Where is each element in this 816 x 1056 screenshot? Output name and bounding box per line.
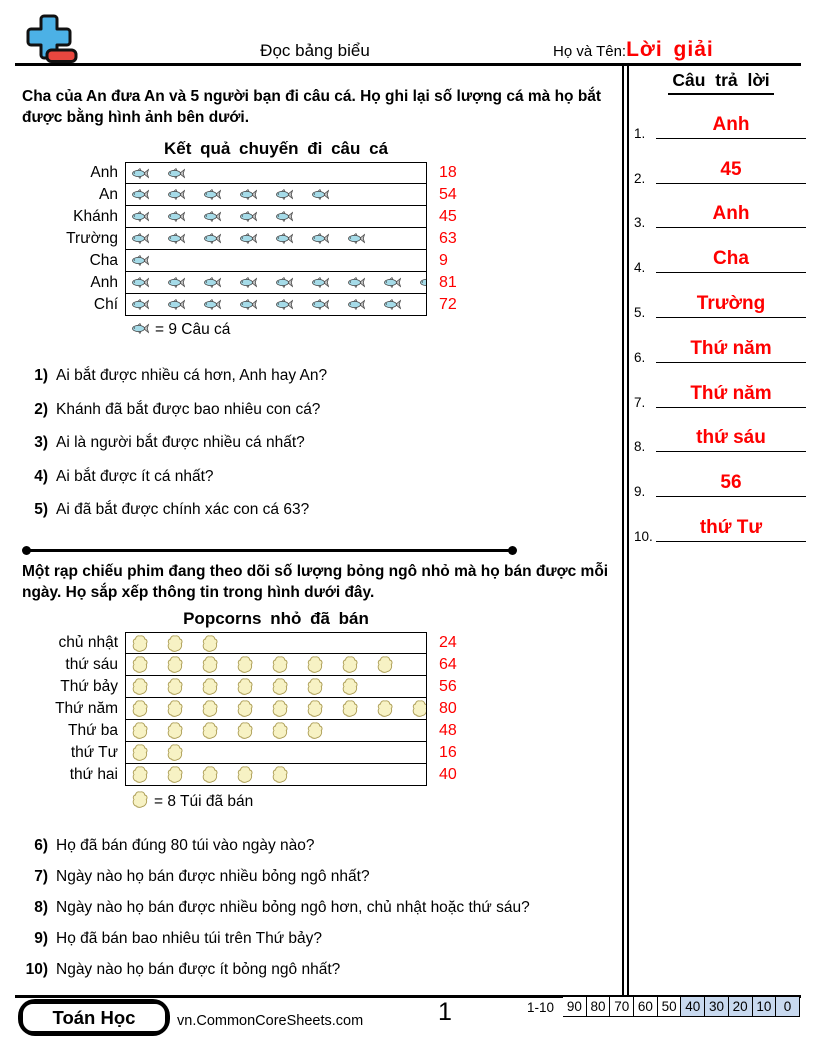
question-number: 6) xyxy=(34,837,48,854)
section-divider xyxy=(26,549,513,552)
answer-blank-line xyxy=(656,138,806,139)
popcorn-icon xyxy=(237,678,253,695)
score-cell: 70 xyxy=(610,996,634,1017)
page-number: 1 xyxy=(438,998,452,1026)
chart-row-bar xyxy=(125,698,427,720)
popcorn-icon xyxy=(132,635,148,652)
fish-icon xyxy=(240,299,257,310)
fish-icon xyxy=(132,211,149,222)
score-cell: 20 xyxy=(729,996,753,1017)
question-item xyxy=(22,366,617,385)
fish-icon xyxy=(204,211,221,222)
question-number: 1) xyxy=(34,367,48,384)
popcorn-icon xyxy=(272,766,288,783)
answer-blank-line xyxy=(656,362,806,363)
chart-row-label: Anh xyxy=(90,274,118,291)
fish-icon xyxy=(168,168,185,179)
question-number: 9) xyxy=(34,930,48,947)
chart-row-value: 63 xyxy=(439,230,457,247)
popcorn-icon xyxy=(202,766,218,783)
question-item xyxy=(22,836,617,855)
chart-row-value: 48 xyxy=(439,722,457,739)
sidebar-divider xyxy=(622,63,629,996)
chart-row-value: 18 xyxy=(439,164,457,181)
fish-icon xyxy=(132,255,149,266)
popcorn-icon xyxy=(342,700,358,717)
score-grid xyxy=(563,996,800,1017)
chart-row xyxy=(22,294,612,316)
popcorn-icon xyxy=(132,656,148,673)
fish-icon xyxy=(168,277,185,288)
popcorn-icon xyxy=(307,656,323,673)
answer-value: Trường xyxy=(696,292,766,314)
chart-row xyxy=(22,742,612,764)
chart-row-label: An xyxy=(99,186,118,203)
popcorn-icon xyxy=(307,678,323,695)
chart-rows xyxy=(22,162,612,316)
question-item xyxy=(22,929,617,948)
score-cell: 40 xyxy=(681,996,705,1017)
popcorn-icon xyxy=(132,722,148,739)
answer-blank-line xyxy=(656,451,806,452)
answer-value: Cha xyxy=(713,248,749,270)
question-item xyxy=(22,867,617,886)
chart-row-bar xyxy=(125,654,427,676)
chart-row xyxy=(22,228,612,250)
subject-badge xyxy=(18,999,170,1036)
popcorn-pictograph xyxy=(22,609,612,813)
question-list-1 xyxy=(22,366,617,534)
fish-icon xyxy=(132,299,149,310)
chart-row-bar xyxy=(125,676,427,698)
section2-intro: Một rạp chiếu phim đang theo dõi số lượng bỏng ngô nhỏ mà họ bán được mỗi ngày. Họ sắp xếp thông tin trong hình dưới đây. xyxy=(22,563,609,601)
chart-row-label: Trường xyxy=(66,230,118,247)
popcorn-icon xyxy=(167,744,183,761)
answer-key-list xyxy=(630,102,810,550)
popcorn-icon xyxy=(237,656,253,673)
question-number: 10) xyxy=(25,961,48,978)
chart-row-bar xyxy=(125,764,427,786)
fish-icon xyxy=(132,189,149,200)
answer-value: Thứ năm xyxy=(690,337,772,359)
chart-row-value: 9 xyxy=(439,252,448,269)
fish-icon xyxy=(276,233,293,244)
fish-icon xyxy=(132,323,149,334)
popcorn-icon xyxy=(272,678,288,695)
fish-icon xyxy=(348,277,365,288)
question-number: 8) xyxy=(34,899,48,916)
answer-number: 2. xyxy=(634,170,646,186)
question-number: 3) xyxy=(34,434,48,451)
chart-row-label: Thứ bảy xyxy=(60,678,118,695)
chart-legend-text: = 8 Túi đã bán xyxy=(154,793,254,810)
answer-value: thứ Tư xyxy=(699,516,763,538)
answer-blank-line xyxy=(656,407,806,408)
answer-value: 56 xyxy=(720,472,742,494)
score-cell: 60 xyxy=(634,996,658,1017)
popcorn-icon xyxy=(342,678,358,695)
answer-item xyxy=(630,147,810,192)
answer-number: 7. xyxy=(634,394,646,410)
fish-icon xyxy=(312,233,329,244)
answer-blank-line xyxy=(656,541,806,542)
question-item xyxy=(22,960,617,979)
chart-row-label: Cha xyxy=(89,252,118,269)
chart-row xyxy=(22,698,612,720)
question-text: Ai bắt được nhiều cá hơn, Anh hay An? xyxy=(56,367,328,384)
answer-number: 5. xyxy=(634,304,646,320)
question-text: Họ đã bán bao nhiêu túi trên Thứ bảy? xyxy=(56,930,323,947)
popcorn-icon xyxy=(132,791,148,808)
chart-rows xyxy=(22,632,612,786)
popcorn-icon xyxy=(272,656,288,673)
score-range-label: 1-10 xyxy=(527,1000,555,1015)
score-cell: 0 xyxy=(776,996,800,1017)
chart-row-label: chủ nhật xyxy=(58,634,118,651)
chart-row-bar xyxy=(125,632,427,654)
question-number: 7) xyxy=(34,868,48,885)
popcorn-icon xyxy=(167,766,183,783)
answer-number: 3. xyxy=(634,215,646,231)
chart-row-value: 45 xyxy=(439,208,457,225)
question-number: 2) xyxy=(34,400,48,418)
answer-number: 9. xyxy=(634,484,646,500)
chart-row-value: 81 xyxy=(439,274,457,291)
answer-item xyxy=(630,102,810,147)
answer-value: Anh xyxy=(712,113,750,135)
fish-icon xyxy=(384,277,401,288)
answer-blank-line xyxy=(656,227,806,228)
chart-row-value: 72 xyxy=(439,296,457,313)
popcorn-icon xyxy=(167,656,183,673)
popcorn-icon xyxy=(167,678,183,695)
fish-icon xyxy=(132,233,149,244)
answer-number: 4. xyxy=(634,260,646,276)
answer-number: 8. xyxy=(634,439,646,455)
chart-row-label: Thứ ba xyxy=(67,722,118,739)
fish-icon xyxy=(384,299,401,310)
answer-key-title: Câu trả lời xyxy=(668,70,773,95)
chart-row-value: 54 xyxy=(439,186,457,203)
page-title: Đọc bảng biểu xyxy=(260,41,370,60)
chart-row-value: 40 xyxy=(439,766,457,783)
answer-number: 10. xyxy=(634,528,653,544)
section1-intro: Cha của An đưa An và 5 người bạn đi câu cá. Họ ghi lại số lượng cá mà họ bắt được bằng hình ảnh bên dưới. xyxy=(22,88,602,126)
popcorn-icon xyxy=(202,678,218,695)
popcorn-icon xyxy=(132,700,148,717)
answer-blank-line xyxy=(656,183,806,184)
chart-row-label: thứ hai xyxy=(69,766,118,783)
fish-icon xyxy=(240,233,257,244)
chart-row xyxy=(22,206,612,228)
score-cell: 10 xyxy=(753,996,777,1017)
question-item xyxy=(22,400,617,419)
chart-row-bar xyxy=(125,272,427,294)
chart-row-value: 64 xyxy=(439,656,457,673)
fish-icon xyxy=(168,233,185,244)
answer-item xyxy=(630,236,810,281)
fish-icon xyxy=(276,211,293,222)
answer-value: Thứ năm xyxy=(690,382,772,404)
popcorn-icon xyxy=(167,722,183,739)
answer-item xyxy=(630,505,810,550)
chart-row xyxy=(22,676,612,698)
answer-value: Anh xyxy=(712,203,750,225)
answer-blank-line xyxy=(656,496,806,497)
fish-icon xyxy=(240,277,257,288)
chart-row-label: Thứ năm xyxy=(55,700,118,717)
answer-value: 45 xyxy=(720,158,742,180)
fish-icon xyxy=(276,277,293,288)
chart-row xyxy=(22,654,612,676)
answer-item xyxy=(630,192,810,237)
chart-row-label: thứ sáu xyxy=(65,656,118,673)
popcorn-icon xyxy=(167,635,183,652)
popcorn-icon xyxy=(272,700,288,717)
popcorn-icon xyxy=(132,744,148,761)
chart-row-bar xyxy=(125,294,427,316)
subject-badge-label: Toán Học xyxy=(21,1002,167,1033)
chart-title: Kết quả chuyến đi câu cá xyxy=(163,139,389,158)
fish-icon xyxy=(168,299,185,310)
fish-icon xyxy=(348,299,365,310)
chart-row xyxy=(22,162,612,184)
question-text: Khánh đã bắt được bao nhiêu con cá? xyxy=(56,400,321,418)
popcorn-icon xyxy=(272,722,288,739)
name-label: Họ và Tên: xyxy=(553,43,627,60)
fishing-pictograph xyxy=(22,139,612,339)
fish-icon xyxy=(312,299,329,310)
chart-row-bar xyxy=(125,184,427,206)
score-cell: 90 xyxy=(563,996,587,1017)
chart-row-value: 56 xyxy=(439,678,457,695)
fish-icon xyxy=(168,189,185,200)
fish-icon xyxy=(312,277,329,288)
chart-row-label: Anh xyxy=(90,164,118,181)
answer-number: 1. xyxy=(634,125,646,141)
answer-item xyxy=(630,371,810,416)
chart-legend-text: = 9 Câu cá xyxy=(155,321,231,338)
chart-row-value: 16 xyxy=(439,744,457,761)
question-list-2 xyxy=(22,836,617,991)
fish-icon xyxy=(420,277,427,288)
chart-row-bar xyxy=(125,250,427,272)
chart-row-label: Khánh xyxy=(73,208,118,225)
question-text: Ai đã bắt được chính xác con cá 63? xyxy=(56,501,310,518)
fish-icon xyxy=(204,277,221,288)
question-item xyxy=(22,467,617,486)
chart-row-label: thứ Tư xyxy=(70,744,118,761)
chart-row-bar xyxy=(125,206,427,228)
fish-icon xyxy=(204,233,221,244)
question-text: Ai bắt được ít cá nhất? xyxy=(56,467,214,485)
answer-number: 6. xyxy=(634,349,646,365)
chart-row xyxy=(22,632,612,654)
fish-icon xyxy=(204,299,221,310)
popcorn-icon xyxy=(202,722,218,739)
chart-row xyxy=(22,720,612,742)
popcorn-icon xyxy=(132,678,148,695)
popcorn-icon xyxy=(202,700,218,717)
popcorn-icon xyxy=(377,700,393,717)
answer-blank-line xyxy=(656,317,806,318)
fish-icon xyxy=(132,168,149,179)
score-cell: 50 xyxy=(658,996,682,1017)
chart-row-label: Chí xyxy=(93,296,118,313)
popcorn-icon xyxy=(237,722,253,739)
question-text: Ai là người bắt được nhiều cá nhất? xyxy=(56,434,305,451)
score-cell: 80 xyxy=(587,996,611,1017)
fish-icon xyxy=(240,189,257,200)
question-text: Họ đã bán đúng 80 túi vào ngày nào? xyxy=(56,837,315,854)
question-number: 4) xyxy=(34,467,48,485)
answer-item xyxy=(630,281,810,326)
chart-title: Popcorns nhỏ đã bán xyxy=(183,609,369,628)
popcorn-icon xyxy=(307,700,323,717)
chart-row-bar xyxy=(125,228,427,250)
chart-row xyxy=(22,272,612,294)
chart-row-bar xyxy=(125,720,427,742)
answer-value: thứ sáu xyxy=(696,427,766,449)
chart-row-value: 24 xyxy=(439,634,457,651)
name-value: Lời giải xyxy=(626,38,714,61)
question-item xyxy=(22,500,617,519)
chart-row xyxy=(22,184,612,206)
chart-row xyxy=(22,764,612,786)
popcorn-icon xyxy=(237,766,253,783)
popcorn-icon xyxy=(412,700,427,717)
fish-icon xyxy=(204,189,221,200)
question-text: Ngày nào họ bán được ít bỏng ngô nhất? xyxy=(56,961,341,978)
answer-item xyxy=(630,416,810,461)
fish-icon xyxy=(132,277,149,288)
popcorn-icon xyxy=(342,656,358,673)
question-number: 5) xyxy=(34,501,48,518)
answer-item xyxy=(630,460,810,505)
popcorn-icon xyxy=(202,635,218,652)
fish-icon xyxy=(276,299,293,310)
question-item xyxy=(22,898,617,917)
fish-icon xyxy=(240,211,257,222)
chart-row-value: 80 xyxy=(439,700,457,717)
answer-blank-line xyxy=(656,272,806,273)
answer-item xyxy=(630,326,810,371)
popcorn-icon xyxy=(167,700,183,717)
popcorn-icon xyxy=(202,656,218,673)
popcorn-icon xyxy=(307,722,323,739)
popcorn-icon xyxy=(132,766,148,783)
header-divider xyxy=(15,63,801,66)
website-text: vn.CommonCoreSheets.com xyxy=(177,1013,364,1029)
question-text: Ngày nào họ bán được nhiều bỏng ngô hơn, chủ nhật hoặc thứ sáu? xyxy=(56,899,530,916)
question-item xyxy=(22,433,617,452)
question-text: Ngày nào họ bán được nhiều bỏng ngô nhất? xyxy=(56,868,370,885)
popcorn-icon xyxy=(237,700,253,717)
chart-row-bar xyxy=(125,162,427,184)
fish-icon xyxy=(276,189,293,200)
chart-row-bar xyxy=(125,742,427,764)
chart-legend xyxy=(132,791,612,813)
score-cell: 30 xyxy=(705,996,729,1017)
chart-row xyxy=(22,250,612,272)
fish-icon xyxy=(168,211,185,222)
chart-legend xyxy=(132,321,612,339)
fish-icon xyxy=(348,233,365,244)
fish-icon xyxy=(312,189,329,200)
popcorn-icon xyxy=(377,656,393,673)
